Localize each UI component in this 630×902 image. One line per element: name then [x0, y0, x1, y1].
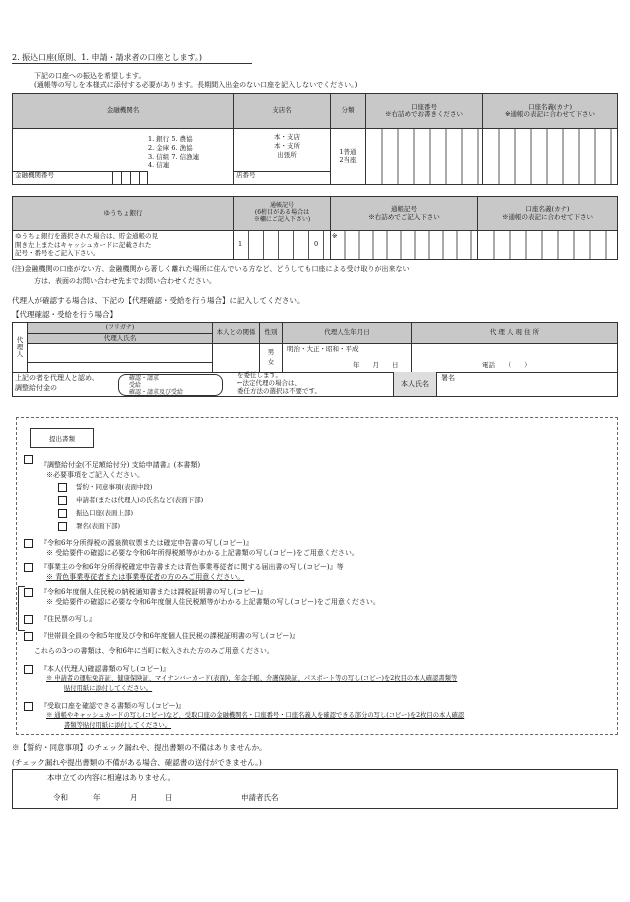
section2-line1: 下記の口座への振込を希望します。 [34, 72, 146, 80]
self-name-label: 本人氏名 [393, 372, 437, 396]
h-bank-name: 金融機関名 [13, 94, 234, 129]
doc6-checkbox[interactable] [24, 632, 33, 641]
doc1-checkbox[interactable] [24, 455, 33, 464]
doc2-checkbox[interactable] [24, 539, 33, 548]
confirmation-box[interactable]: 本申立ての内容に相違はありません。 令和 年 月 日 申請者氏名 [12, 769, 618, 809]
proxy-label: 代理人 [13, 323, 28, 373]
applicant-name-label: 申請者氏名 [241, 793, 279, 802]
h-yucho-holder: 口座名義(カナ) ※通帳の表記に合わせて下さい [478, 197, 618, 231]
bank-name-cell[interactable]: 1. 銀行 5. 農協 2. 金庫 6. 漁協 3. 信組 7. 信漁連 4. 信連 金融機関番号 [13, 129, 234, 185]
doc5-checkbox[interactable] [24, 615, 33, 624]
yucho-table [12, 196, 618, 260]
bank-table [12, 93, 618, 185]
sex-field[interactable]: 男 女 [260, 344, 283, 373]
h-symbol: 通帳記号 (6桁目がある場合は ※欄にご記入下さい) [234, 197, 331, 231]
section2-line2: (通帳等の写しを本様式に添付する必要があります。長期間入出金のない口座を記入しないでください。) [34, 81, 358, 89]
h-yucho: ゆうちょ銀行 [13, 197, 234, 231]
doc4-checkbox[interactable] [24, 588, 33, 597]
number-field[interactable]: ※ [331, 231, 478, 260]
h-account: 口座番号 ※右詰めでお書きください [366, 94, 483, 129]
doc1-label: 『調整給付金(不足額給付分) 支給申請書』(本書類) [40, 461, 201, 469]
yucho-holder-field[interactable] [478, 231, 618, 260]
doc8-checkbox[interactable] [24, 702, 33, 711]
relation-field[interactable] [213, 344, 260, 373]
branch-cell[interactable]: 本・支店 本・支所 出張所 店番号 [234, 129, 331, 185]
h-proxy-name: 代理人氏名 [28, 334, 213, 344]
doc7-checkbox[interactable] [24, 665, 33, 674]
account-holder-field[interactable] [483, 129, 618, 185]
footer-warn: (チェック漏れや提出書類の不備がある場合、確認書の送付ができません。) [12, 758, 262, 767]
bracket [18, 586, 25, 631]
section2-heading: 2. 振込口座(原則、1. 申請・請求者の口座とします。) [12, 53, 202, 62]
doc1-sub1-checkbox[interactable] [58, 483, 67, 492]
h-relation: 本人との関係 [213, 323, 260, 344]
documents-title: 提出書類 [30, 428, 94, 448]
bank-code-label: 金融機関番号 [15, 171, 54, 179]
heading-underline [12, 63, 252, 64]
h-type: 分類 [331, 94, 366, 129]
self-name-field[interactable] [439, 372, 617, 396]
dob-field[interactable]: 明治・大正・昭和・平成 年 月 日 [283, 344, 412, 373]
proxy-intro: 代理人が確認する場合は、下記の【代理確認・受給を行う場合】に記入してください。 [12, 296, 305, 305]
note-line2: 方は、表面のお問い合わせ先までお問い合わせください。 [34, 277, 216, 285]
h-furigana: (フリガナ) [28, 323, 213, 334]
h-branch: 支店名 [234, 94, 331, 129]
proxy-table [12, 322, 618, 373]
h-number: 通帳記号 ※右詰めでご記入下さい [331, 197, 478, 231]
symbol-field[interactable]: 1 0 [234, 231, 331, 260]
h-dob: 代理人生年月日 [283, 323, 412, 344]
proxy-heading: 【代理確認・受給を行う場合】 [12, 310, 117, 319]
h-sex: 性別 [260, 323, 283, 344]
h-holder: 口座名義(カナ) ※通帳の表記に合わせて下さい [483, 94, 618, 129]
doc1-sub3-checkbox[interactable] [58, 509, 67, 518]
proxy-name-field[interactable] [28, 344, 213, 373]
address-field[interactable]: 電話 （ ） [412, 344, 618, 373]
signature-label: 署名 [441, 374, 455, 382]
doc3-checkbox[interactable] [24, 563, 33, 572]
delegation-options[interactable]: 確認・請求 受給 確認・請求及び受給 [118, 374, 223, 396]
yucho-desc: ゆうちょ銀行を選択された場合は、貯金通帳の見 開き左上またはキャッシュカードに記載された 記号・番号をご記入下さい。 [13, 231, 234, 260]
account-number-field[interactable] [366, 129, 483, 185]
branch-no-label: 店番号 [236, 171, 256, 179]
doc1-sub2-checkbox[interactable] [58, 496, 67, 505]
note-line1: (注)金融機関の口座がない方、金融機関から著しく離れた場所に住んでいる方など、どうしても口座による受け取りが出来ない [12, 265, 410, 273]
account-type-cell[interactable]: 1普通 2当座 [331, 129, 366, 185]
footer-check: ※【誓約・同意事項】のチェック漏れや、提出書類の不備はありませんか。 [12, 743, 267, 752]
delegation-row: 上記の者を代理人と認め、 調整給付金の 確認・請求 受給 確認・請求及び受給 を委任します。 ←法定代理の場合は、 委任方法の選択は不要です。 本人氏名 署名 [12, 372, 618, 397]
bank-code-boxes[interactable] [113, 171, 148, 184]
h-address: 代 理 人 現 住 所 [412, 323, 618, 344]
doc1-sub4-checkbox[interactable] [58, 522, 67, 531]
